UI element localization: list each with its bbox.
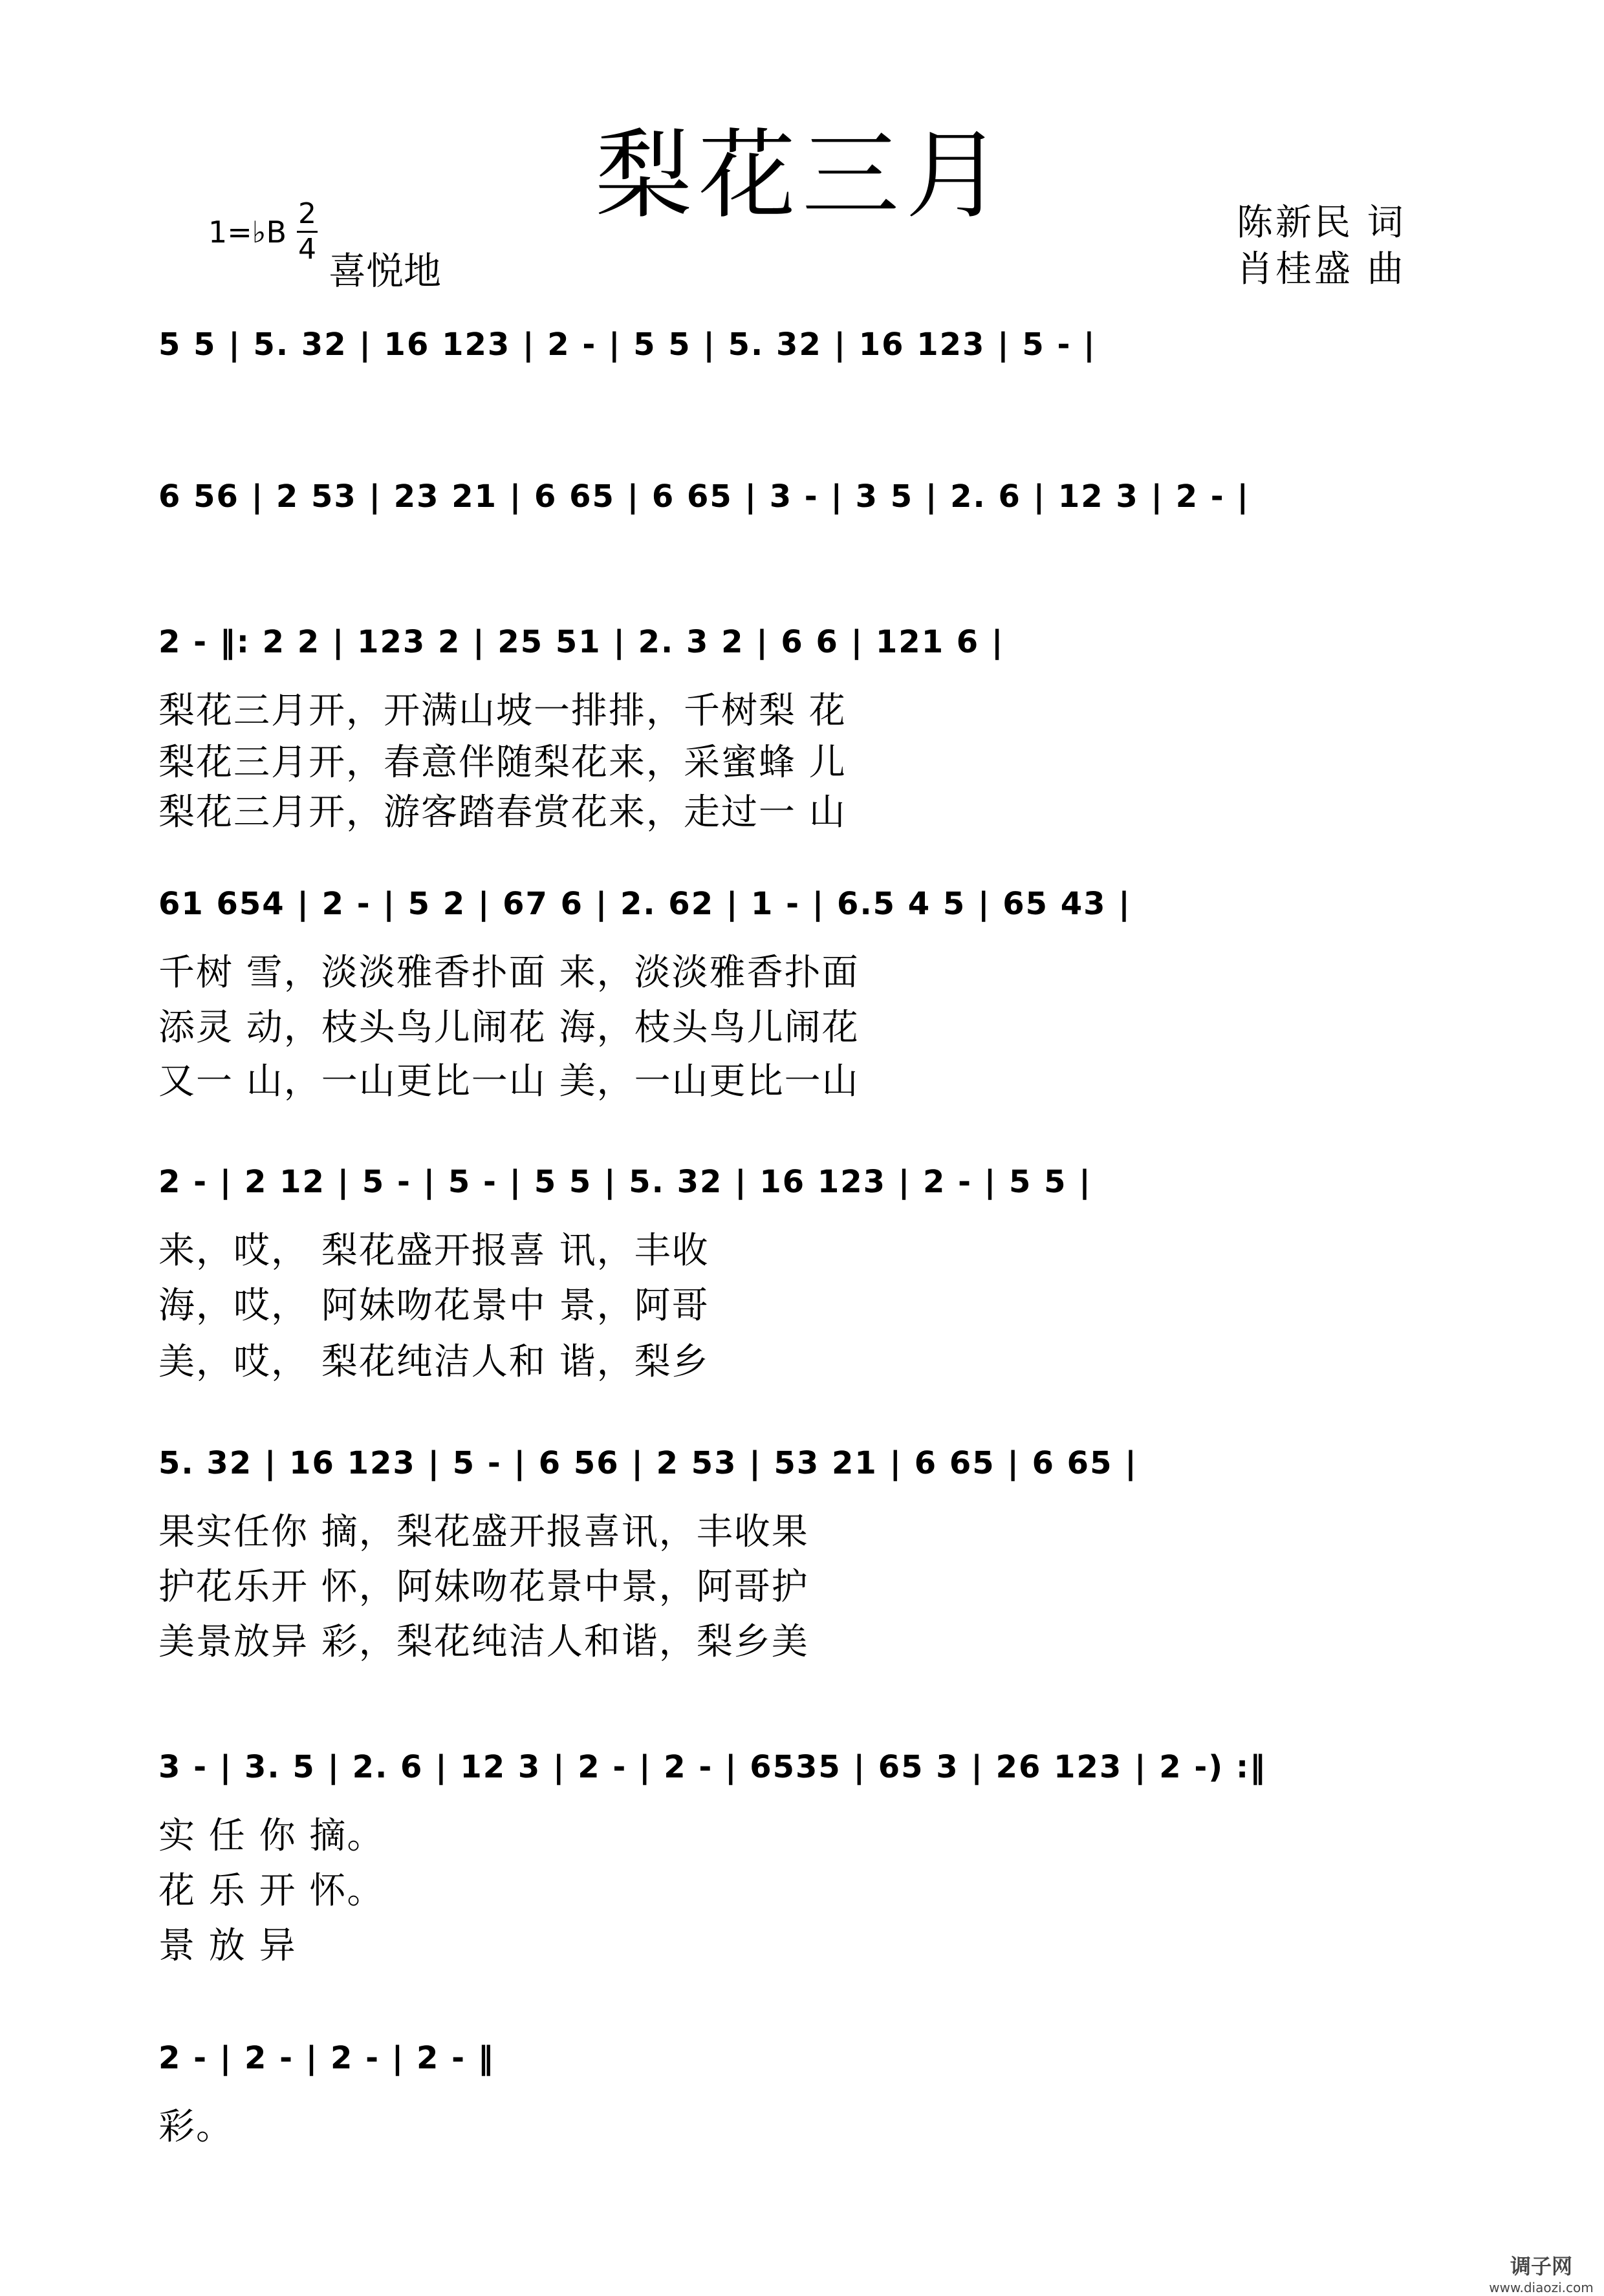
- key-signature: 1=♭B: [208, 215, 287, 250]
- score-notes-line-7: 3 - | 3. 5 | 2. 6 | 12 3 | 2 - | 2 - | 6535 | 65 3 | 26 123 | 2 -) :‖: [158, 1749, 1267, 1785]
- score-notes-line-4: 61 654 | 2 - | 5 2 | 67 6 | 2. 62 | 1 - | 6.5 4 5 | 65 43 |: [158, 886, 1131, 922]
- lyric-line-6-verse-2: 护花乐开 怀，阿妹吻花景中景，阿哥护: [158, 1566, 809, 1608]
- watermark-site-url: www.diaozi.com: [1489, 2280, 1594, 2295]
- score-notes-line-3: 2 - ‖: 2 2 | 123 2 | 25 51 | 2. 3 2 | 6 6 | 121 6 |: [158, 624, 1004, 660]
- score-notes-line-5: 2 - | 2 12 | 5 - | 5 - | 5 5 | 5. 32 | 16 123 | 2 - | 5 5 |: [158, 1164, 1092, 1200]
- watermark-site-name: 调子网: [1510, 2254, 1572, 2279]
- score-notes-line-2: 6 56 | 2 53 | 23 21 | 6 65 | 6 65 | 3 - | 3 5 | 2. 6 | 12 3 | 2 - |: [158, 478, 1250, 515]
- composer-credit: 肖桂盛 曲: [1237, 248, 1406, 290]
- lyricist-credit: 陈新民 词: [1237, 202, 1406, 244]
- lyric-line-5-verse-1: 来，哎， 梨花盛开报喜 讯，丰收: [158, 1230, 710, 1272]
- lyric-line-4-verse-1: 千树 雪，淡淡雅香扑面 来，淡淡雅香扑面: [158, 952, 860, 994]
- lyric-line-4-verse-3: 又一 山，一山更比一山 美，一山更比一山: [158, 1060, 860, 1102]
- lyric-line-5-verse-2: 海，哎， 阿妹吻花景中 景，阿哥: [158, 1285, 710, 1327]
- song-title: 梨花三月: [594, 120, 1009, 232]
- lyric-line-3-verse-2: 梨花三月开，春意伴随梨花来，采蜜蜂 儿: [158, 742, 847, 784]
- lyric-line-6-verse-1: 果实任你 摘，梨花盛开报喜讯，丰收果: [158, 1511, 809, 1553]
- score-notes-line-8: 2 - | 2 - | 2 - | 2 - ‖: [158, 2040, 495, 2076]
- meter-bottom: 4: [298, 233, 316, 266]
- time-signature: [294, 197, 320, 266]
- lyric-line-7-verse-1: 实 任 你 摘。: [158, 1815, 385, 1857]
- site-watermark: [1486, 2250, 1596, 2295]
- score-notes-line-6: 5. 32 | 16 123 | 5 - | 6 56 | 2 53 | 53 21 | 6 65 | 6 65 |: [158, 1445, 1138, 1481]
- score-notes-line-1: 5 5 | 5. 32 | 16 123 | 2 - | 5 5 | 5. 32 | 16 123 | 5 - |: [158, 327, 1096, 363]
- lyric-line-5-verse-3: 美，哎， 梨花纯洁人和 谐，梨乡: [158, 1341, 710, 1383]
- lyric-line-4-verse-2: 添灵 动，枝头鸟儿闹花 海，枝头鸟儿闹花: [158, 1007, 860, 1049]
- lyric-line-8-verse-1: 彩。: [158, 2106, 233, 2148]
- lyric-line-7-verse-2: 花 乐 开 怀。: [158, 1870, 385, 1912]
- lyric-line-6-verse-3: 美景放异 彩，梨花纯洁人和谐，梨乡美: [158, 1621, 809, 1663]
- meter-top: 2: [298, 197, 316, 230]
- lyric-line-3-verse-1: 梨花三月开，开满山坡一排排，千树梨 花: [158, 690, 847, 732]
- tempo-marking: 喜悦地: [329, 249, 442, 293]
- lyric-line-7-verse-3: 景 放 异: [158, 1925, 297, 1967]
- lyric-line-3-verse-3: 梨花三月开，游客踏春赏花来，走过一 山: [158, 791, 847, 833]
